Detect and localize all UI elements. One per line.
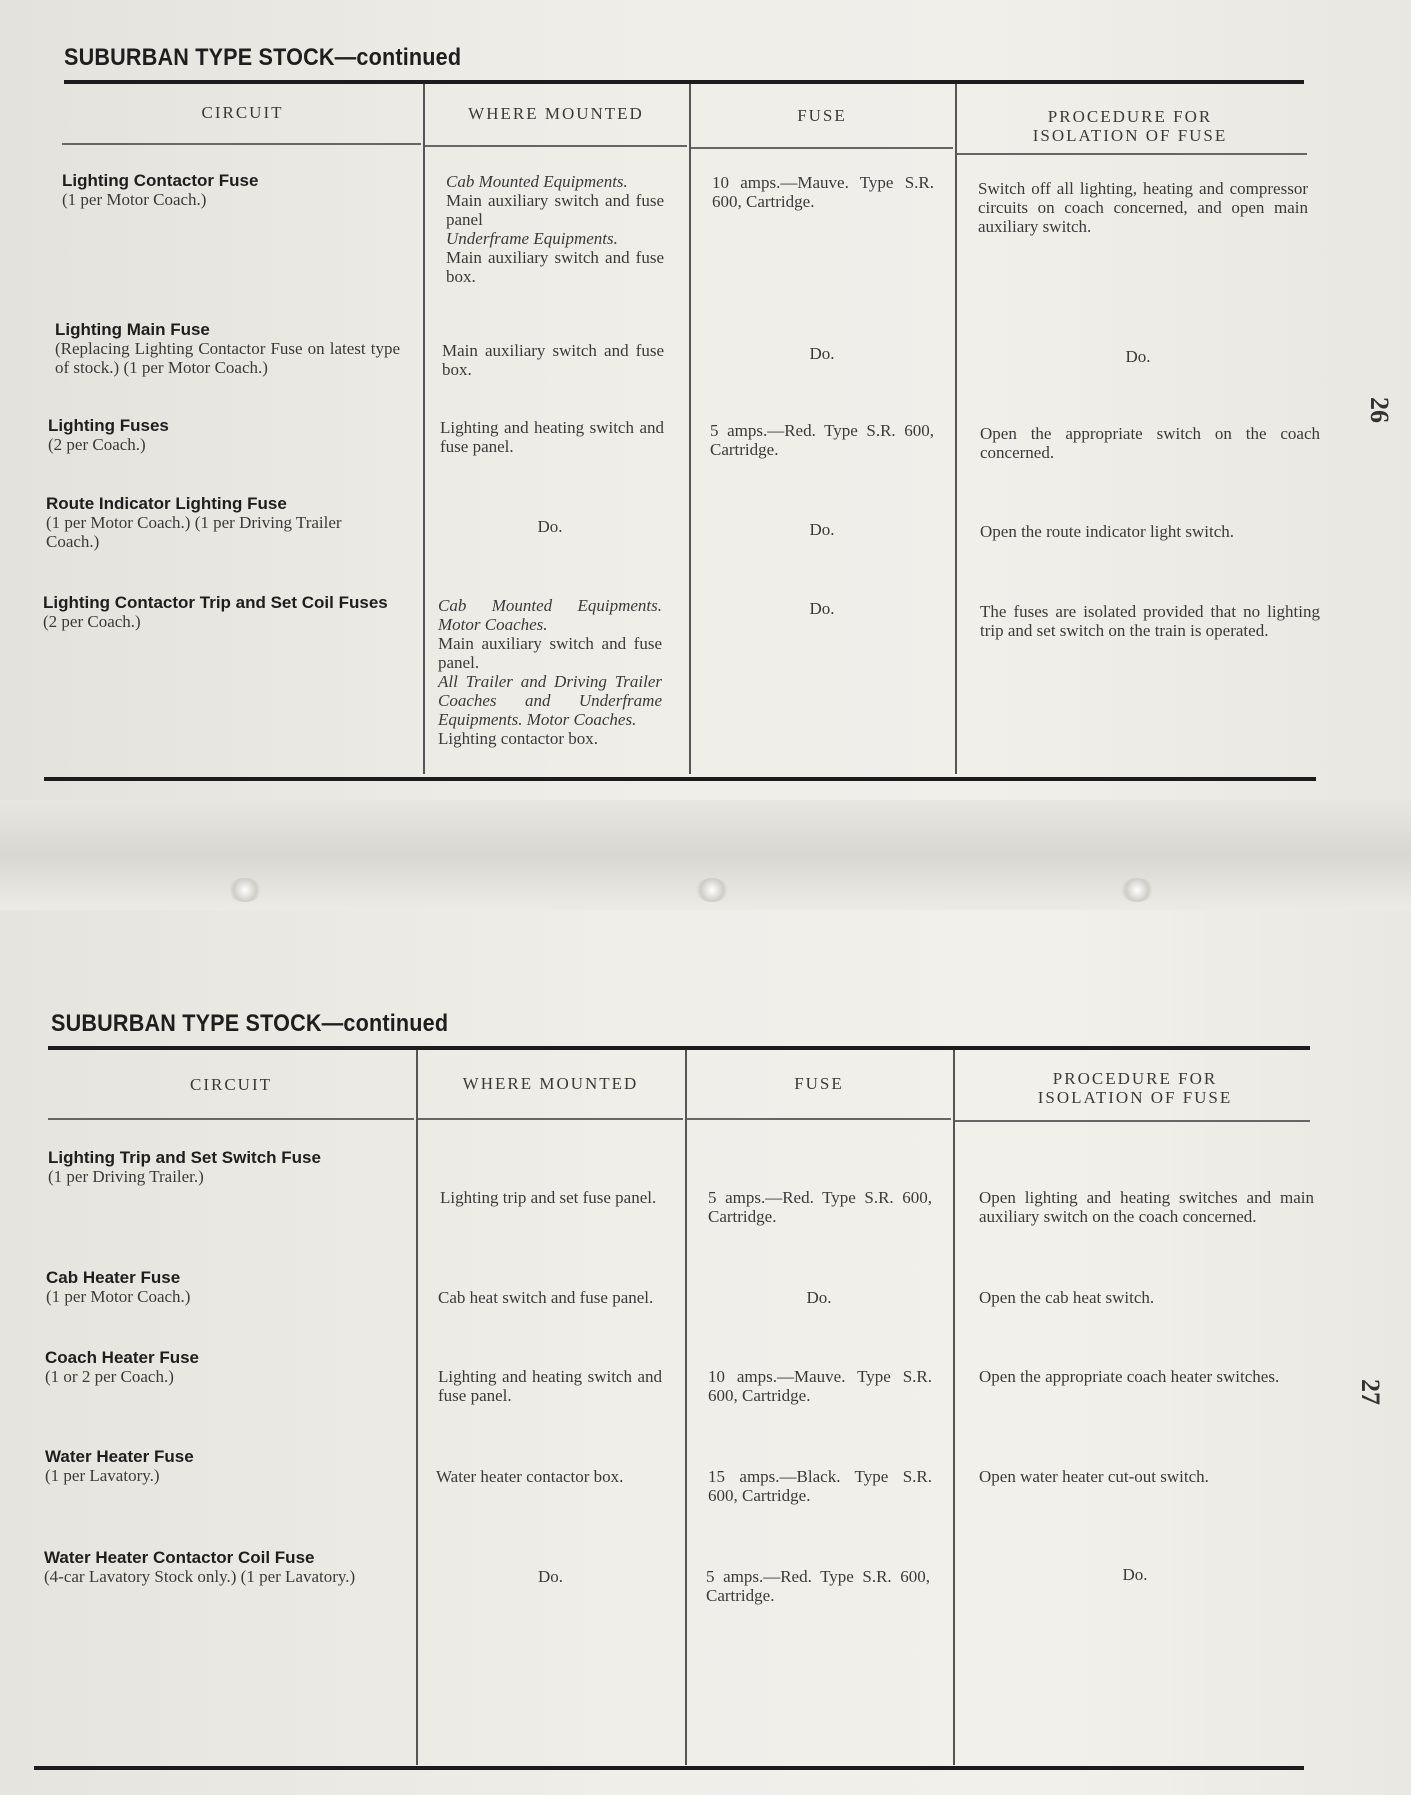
column-divider [423, 84, 425, 774]
header-rule [418, 1118, 683, 1120]
circuit-cell [46, 1268, 406, 1306]
section-heading: SUBURBAN TYPE STOCK—continued [51, 1010, 449, 1037]
procedure-cell: Open the appropriate switch on the coach concerned. [980, 424, 1320, 462]
circuit-cell [46, 494, 391, 551]
circuit-detail: (1 per Driving Trailer.) [48, 1167, 204, 1186]
page-number: 27 [1356, 1379, 1385, 1405]
header-rule [957, 153, 1307, 155]
column-header-circuit: CIRCUIT [201, 103, 284, 122]
header-rule [62, 143, 421, 145]
mounted-line: Cab Mounted Equipments. Motor Coaches. [438, 596, 662, 634]
staple-hole [1120, 878, 1154, 902]
circuit-cell [48, 1148, 408, 1186]
circuit-cell [62, 171, 402, 209]
procedure-cell: Do. [1122, 1565, 1148, 1584]
circuit-detail: (2 per Coach.) [43, 612, 141, 631]
table-top-rule [64, 80, 1304, 84]
mounted-line: Underframe Equipments. [446, 229, 618, 248]
fuse-cell: 5 amps.—Red. Type S.R. 600, Cartridge. [706, 1567, 930, 1605]
column-divider [955, 84, 957, 774]
mounted-line: Cab Mounted Equipments. [446, 172, 628, 191]
column-divider [685, 1050, 687, 1765]
mounted-line: Main auxiliary switch and fuse panel [446, 191, 664, 229]
column-divider [416, 1050, 418, 1765]
circuit-cell [44, 1548, 394, 1586]
circuit-title: Coach Heater Fuse [45, 1348, 199, 1367]
circuit-detail: (1 per Motor Coach.) [46, 1287, 191, 1306]
table-top-rule [48, 1046, 1310, 1050]
circuit-title: Lighting Trip and Set Switch Fuse [48, 1148, 321, 1167]
column-header-fuse: FUSE [797, 106, 847, 125]
procedure-cell: Switch off all lighting, heating and compressor circuits on coach concerned, and open main auxiliary switch. [978, 179, 1308, 236]
where-mounted-cell [446, 172, 664, 286]
table-bottom-rule [34, 1766, 1304, 1770]
column-header-fuse: FUSE [794, 1074, 844, 1093]
column-header-procedure: PROCEDURE FOR ISOLATION OF FUSE [1037, 1069, 1233, 1107]
where-mounted-cell: Lighting trip and set fuse panel. [440, 1188, 657, 1207]
procedure-cell: Open lighting and heating switches and main auxiliary switch on the coach concerned. [979, 1188, 1314, 1226]
where-mounted-cell: Do. [537, 517, 563, 536]
procedure-cell: Open the appropriate coach heater switches. [979, 1367, 1280, 1386]
mounted-line: Lighting contactor box. [438, 729, 599, 748]
where-mounted-cell: Lighting and heating switch and fuse panel. [440, 418, 664, 456]
header-rule [691, 147, 953, 149]
page-number: 26 [1365, 397, 1394, 423]
mounted-line: Main auxiliary switch and fuse panel. [438, 634, 662, 672]
circuit-detail: (2 per Coach.) [48, 435, 146, 454]
staple-hole [228, 878, 262, 902]
fuse-cell: Do. [809, 344, 835, 363]
column-divider [953, 1050, 955, 1765]
circuit-title: Lighting Fuses [48, 416, 169, 435]
column-header-where-mounted: WHERE MOUNTED [468, 104, 644, 123]
fuse-cell: 10 amps.—Mauve. Type S.R. 600, Cartridge. [712, 173, 934, 211]
circuit-cell [48, 416, 388, 454]
fuse-cell: 10 amps.—Mauve. Type S.R. 600, Cartridge. [708, 1367, 932, 1405]
circuit-cell [45, 1348, 405, 1386]
column-divider [689, 84, 691, 774]
column-header-circuit: CIRCUIT [190, 1075, 272, 1094]
circuit-title: Cab Heater Fuse [46, 1268, 181, 1287]
where-mounted-cell: Lighting and heating switch and fuse panel. [438, 1367, 662, 1405]
where-mounted-cell: Do. [537, 1567, 564, 1586]
circuit-detail: (4-car Lavatory Stock only.) (1 per Lavatory.) [44, 1567, 356, 1586]
circuit-title: Lighting Contactor Fuse [62, 171, 259, 190]
header-rule [48, 1118, 414, 1120]
procedure-cell: Open the cab heat switch. [979, 1288, 1155, 1307]
where-mounted-cell: Cab heat switch and fuse panel. [438, 1288, 654, 1307]
header-rule [425, 145, 687, 147]
fuse-cell: Do. [806, 1288, 832, 1307]
fuse-cell: 5 amps.—Red. Type S.R. 600, Cartridge. [710, 421, 934, 459]
procedure-cell: Do. [1125, 347, 1151, 366]
circuit-title: Water Heater Contactor Coil Fuse [44, 1548, 315, 1567]
procedure-cell: Open water heater cut-out switch. [979, 1467, 1209, 1486]
fuse-cell: Do. [809, 520, 835, 539]
circuit-detail: (1 per Motor Coach.) (1 per Driving Trailer Coach.) [46, 513, 342, 551]
mounted-line: All Trailer and Driving Trailer Coaches and Underframe Equipments. Motor Coaches. [438, 672, 662, 729]
circuit-detail: (1 per Motor Coach.) [62, 190, 207, 209]
where-mounted-cell [438, 596, 662, 748]
circuit-title: Water Heater Fuse [45, 1447, 194, 1466]
circuit-title: Lighting Contactor Trip and Set Coil Fuses [43, 593, 388, 612]
circuit-detail: (1 or 2 per Coach.) [45, 1367, 174, 1386]
mounted-line: Main auxiliary switch and fuse box. [446, 248, 664, 286]
circuit-cell [45, 1447, 405, 1485]
fuse-cell: 5 amps.—Red. Type S.R. 600, Cartridge. [708, 1188, 932, 1226]
column-header-where-mounted: WHERE MOUNTED [462, 1074, 639, 1093]
table-bottom-rule [44, 777, 1316, 781]
staple-hole [695, 878, 729, 902]
column-header-procedure: PROCEDURE FOR ISOLATION OF FUSE [1032, 107, 1228, 145]
header-rule [955, 1120, 1310, 1122]
where-mounted-cell: Main auxiliary switch and fuse box. [442, 341, 664, 379]
circuit-title: Lighting Main Fuse [55, 320, 210, 339]
fuse-cell: 15 amps.—Black. Type S.R. 600, Cartridge. [708, 1467, 932, 1505]
circuit-detail: (Replacing Lighting Contactor Fuse on latest type of stock.) (1 per Motor Coach.) [55, 339, 400, 377]
header-rule [687, 1118, 951, 1120]
circuit-cell [43, 593, 388, 631]
where-mounted-cell: Water heater contactor box. [436, 1467, 624, 1486]
procedure-cell: Open the route indicator light switch. [980, 522, 1234, 541]
procedure-cell: The fuses are isolated provided that no lighting trip and set switch on the train is operated. [980, 602, 1320, 640]
circuit-detail: (1 per Lavatory.) [45, 1466, 160, 1485]
fuse-cell: Do. [809, 599, 835, 618]
section-heading: SUBURBAN TYPE STOCK—continued [64, 44, 462, 71]
circuit-title: Route Indicator Lighting Fuse [46, 494, 287, 513]
circuit-cell [55, 320, 400, 377]
